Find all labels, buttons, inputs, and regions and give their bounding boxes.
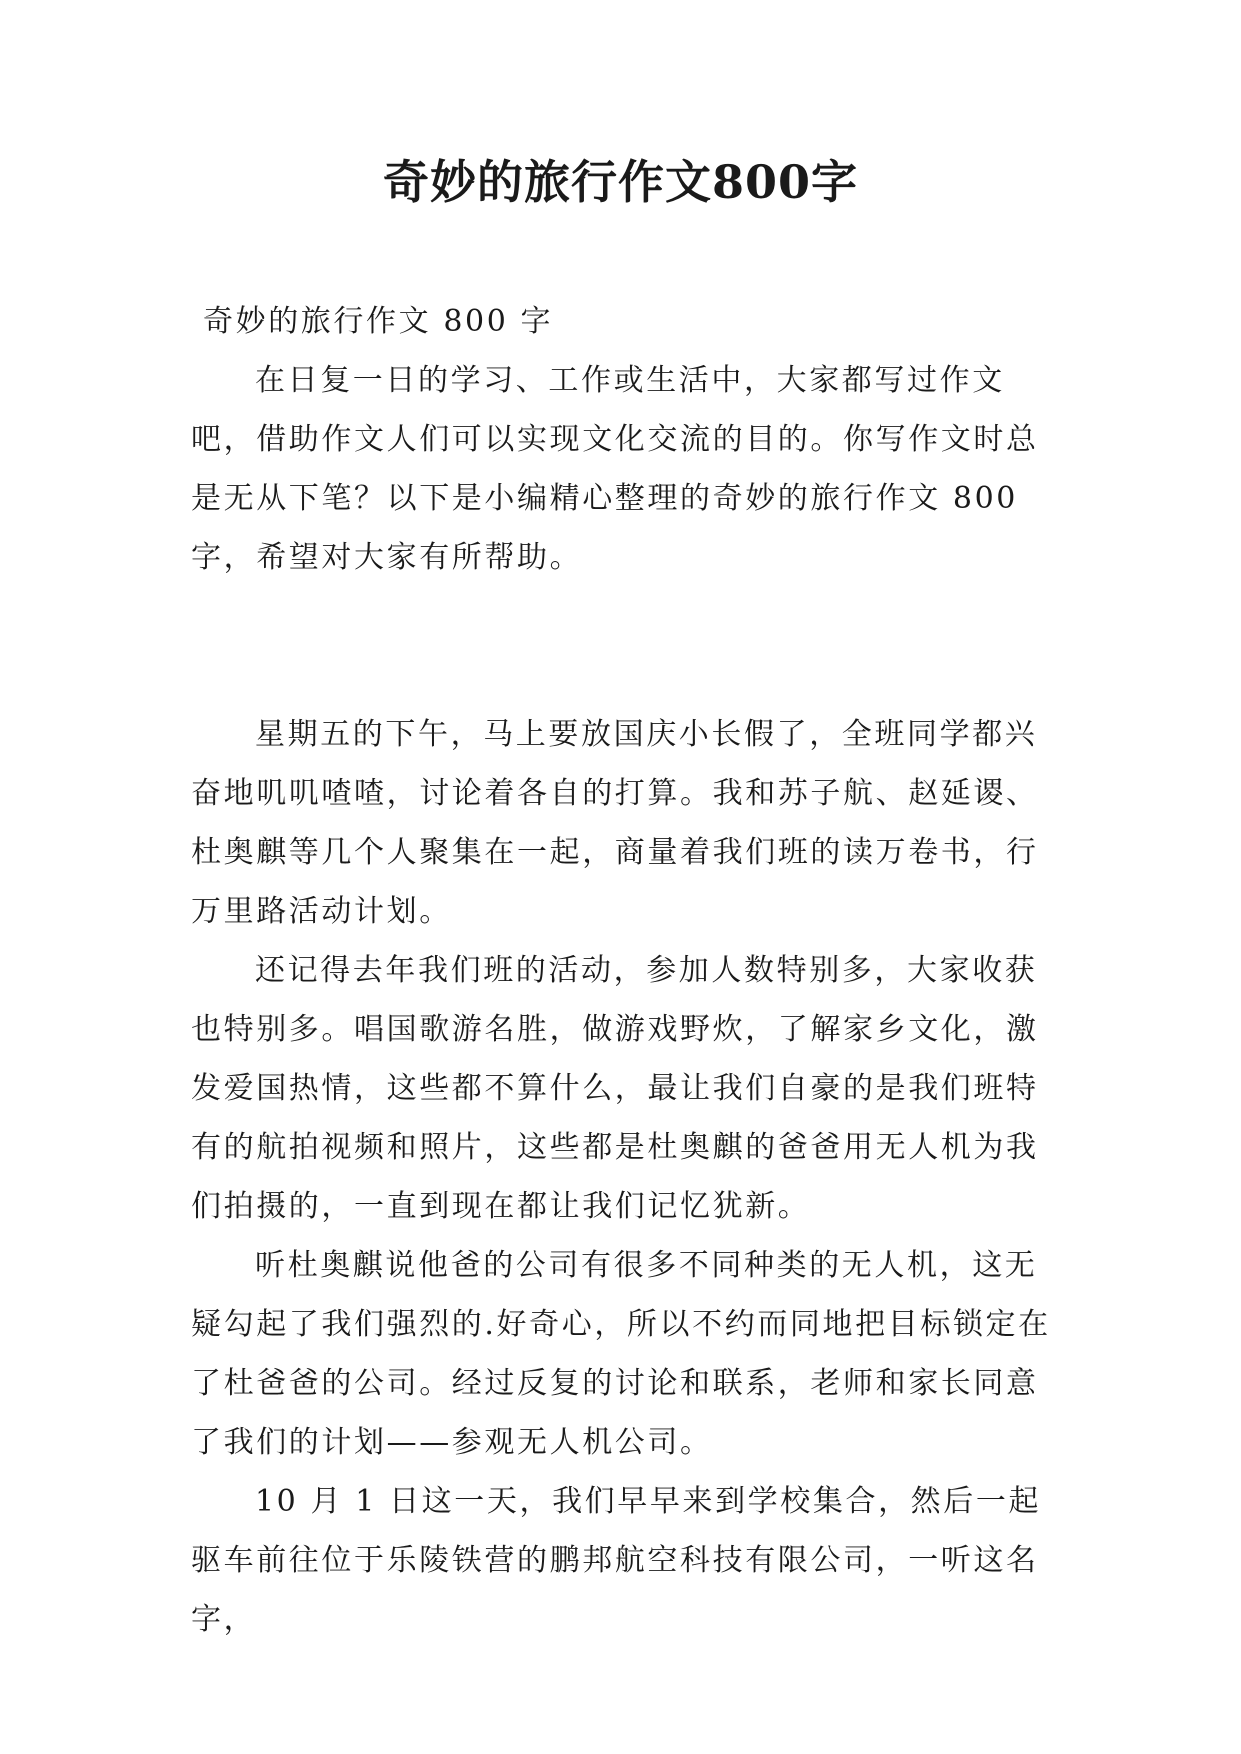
document-title: 奇妙的旅行作文800字 [382, 155, 859, 209]
document-body [191, 292, 1061, 1649]
intro-paragraph: 在日复一日的学习、工作或生活中，大家都写过作文吧，借助作文人们可以实现文化交流的目的。你写作文时总是无从下笔？以下是小编精心整理的奇妙的旅行作文 800 字，希望对大家有所帮助。 [191, 363, 1039, 575]
body-paragraph-1: 星期五的下午，马上要放国庆小长假了，全班同学都兴奋地叽叽喳喳，讨论着各自的打算。我和苏子航、赵延谡、杜奥麒等几个人聚集在一起，商量着我们班的读万卷书，行万里路活动计划。 [191, 717, 1039, 929]
body-paragraph-2: 还记得去年我们班的活动，参加人数特别多，大家收获也特别多。唱国歌游名胜，做游戏野炊，了解家乡文化，激发爱国热情，这些都不算什么，最让我们自豪的是我们班特有的航拍视频和照片，这些都是杜奥麒的爸爸用无人机为我们拍摄的，一直到现在都让我们记忆犹新。 [191, 953, 1039, 1224]
document-subtitle: 奇妙的旅行作文 800 字 [203, 304, 554, 339]
body-paragraph-3: 听杜奥麒说他爸的公司有很多不同种类的无人机，这无疑勾起了我们强烈的.好奇心，所以不约而同地把目标锁定在了杜爸爸的公司。经过反复的讨论和联系，老师和家长同意了我们的计划——参观无人机公司。 [191, 1248, 1051, 1460]
paragraph-gap [191, 587, 1061, 705]
body-paragraph-4: 10 月 1 日这一天，我们早早来到学校集合，然后一起驱车前往位于乐陵铁营的鹏邦航空科技有限公司，一听这名字， [191, 1484, 1042, 1637]
